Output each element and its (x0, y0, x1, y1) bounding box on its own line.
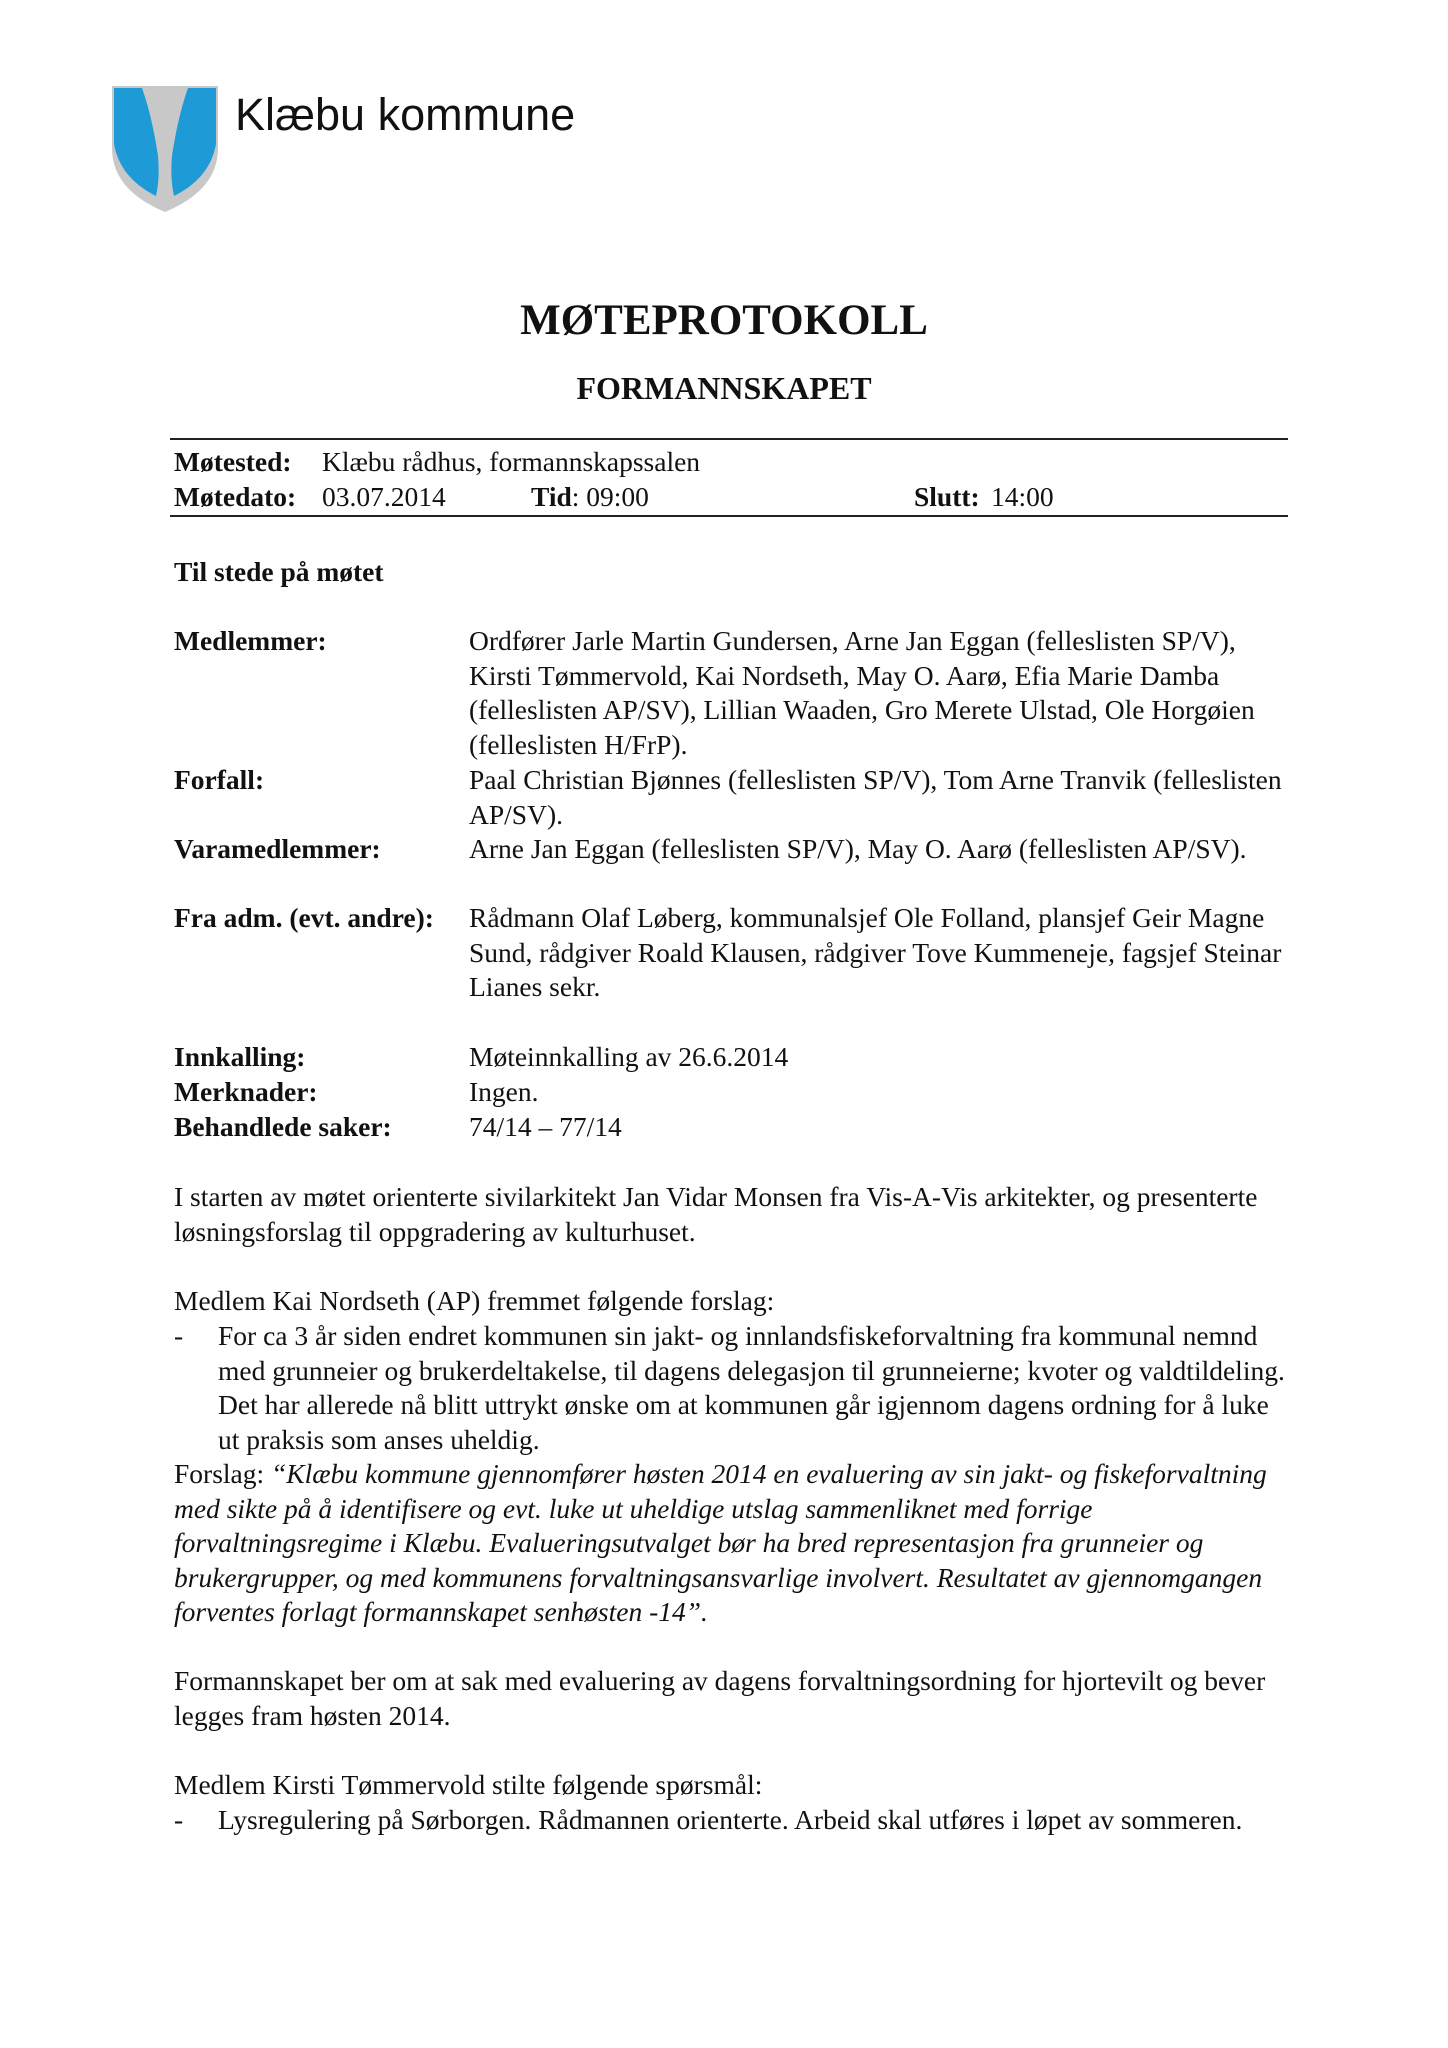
notice-value: Møteinnkalling av 26.6.2014 (469, 1041, 789, 1072)
meeting-end-value: 14:00 (991, 481, 1054, 512)
meeting-time-label: Tid (531, 481, 572, 512)
admin-value: Rådmann Olaf Løberg, kommunalsjef Ole Folland, plansjef Geir Magne Sund, rådgiver Roald Klausen, rådgiver Tove Kummeneje, fagsjef Steinar Lianes sekr. (469, 902, 1282, 1002)
substitutes-value: Arne Jan Eggan (felleslisten SP/V), May O. Aarø (felleslisten AP/SV). (469, 833, 1247, 864)
proposal-text: “Klæbu kommune gjennomfører høsten 2014 en evaluering av sin jakt- og fiskeforvaltning med sikte på å identifisere og evt. luke ut uheldige utslag sammenliknet med forrige forvaltningsregime i Klæbu. Evalueringsutvalget bør ha bred representasjon fra grunneier og brukergrupper, og med kommunens forvaltningsansvarlige involvert. Resultatet av gjennomgangen forventes forlagt formannskapet senhøsten -14”. (174, 1458, 1267, 1627)
header-rule-top (170, 438, 1288, 440)
bullet-dash: - (174, 1804, 184, 1835)
meeting-time-separator: : (571, 481, 587, 512)
cases-value: 74/14 – 77/14 (469, 1111, 622, 1142)
attendance-heading: Til stede på møtet (174, 556, 384, 587)
meeting-time (531, 480, 649, 515)
meeting-place-value: Klæbu rådhus, formannskapssalen (322, 446, 701, 477)
substitutes-label: Varamedlemmer: (174, 833, 381, 864)
org-name: Klæbu kommune (235, 89, 576, 140)
absent-value: Paal Christian Bjønnes (felleslisten SP/V), Tom Arne Tranvik (felleslisten AP/SV). (469, 764, 1282, 830)
klaebu-coat-of-arms-icon (112, 86, 218, 212)
meeting-end-label: Slutt: (914, 481, 980, 512)
notice-label: Innkalling: (174, 1041, 306, 1072)
members-value: Ordfører Jarle Martin Gundersen, Arne Jan Eggan (felleslisten SP/V), Kirsti Tømmervold, Kai Nordseth, May O. Aarø, Efia Marie Damba (felleslisten AP/SV), Lillian Waaden, Gro Merete Ulstad, Ole Horgøien (felleslisten H/FrP). (469, 625, 1255, 760)
absent-label: Forfall: (174, 764, 265, 795)
bullet-dash: - (174, 1320, 184, 1351)
board-request-paragraph: Formannskapet ber om at sak med evaluering av dagens forvaltningsordning for hjortevilt og bever legges fram høsten 2014. (174, 1665, 1266, 1731)
document-subtitle: FORMANNSKAPET (576, 370, 872, 406)
proposal-bullet: For ca 3 år siden endret kommunen sin jakt- og innlandsfiskeforvaltning fra kommunal nemnd med grunneier og brukerdeltakelse, til dagens delegasjon til grunneierne; kvoter og valdtildeling. Det har allerede nå blitt uttrykt ønske om at kommunen går igjennom dagens ordning for å luke ut praksis som anses uheldig. (218, 1320, 1285, 1455)
intro-paragraph: I starten av møtet orienterte sivilarkitekt Jan Vidar Monsen fra Vis-A-Vis arkitekter, og presenterte løsningsforslag til oppgradering av kulturhuset. (174, 1181, 1258, 1247)
meeting-time-value: 09:00 (586, 481, 649, 512)
question-intro: Medlem Kirsti Tømmervold stilte følgende spørsmål: (174, 1769, 763, 1800)
meeting-date-label: Møtedato: (174, 481, 297, 512)
document-title: MØTEPROTOKOLL (520, 297, 928, 344)
proposal-label: Forslag: (174, 1458, 272, 1489)
members-label: Medlemmer: (174, 625, 327, 656)
proposal-intro: Medlem Kai Nordseth (AP) fremmet følgende forslag: (174, 1285, 775, 1316)
meeting-place-label: Møtested: (174, 446, 292, 477)
proposal-paragraph (174, 1457, 1294, 1630)
meeting-date-value: 03.07.2014 (322, 481, 446, 512)
admin-label: Fra adm. (evt. andre): (174, 902, 434, 933)
cases-label: Behandlede saker: (174, 1111, 392, 1142)
question-bullet: Lysregulering på Sørborgen. Rådmannen orienterte. Arbeid skal utføres i løpet av sommeren. (218, 1804, 1243, 1835)
header-rule-bottom (170, 515, 1288, 517)
remarks-label: Merknader: (174, 1076, 318, 1107)
remarks-value: Ingen. (469, 1076, 539, 1107)
